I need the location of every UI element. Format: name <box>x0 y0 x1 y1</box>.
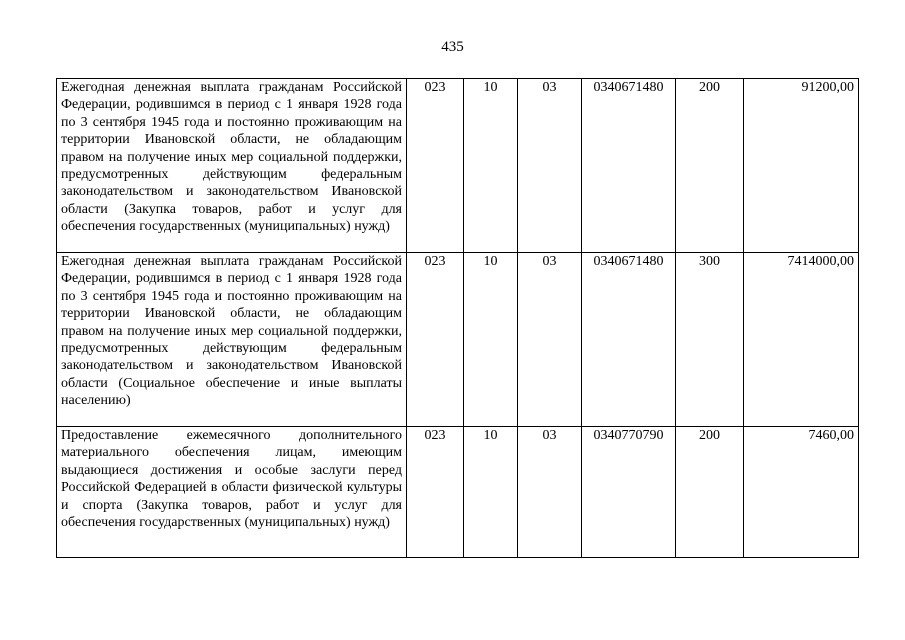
page-number: 435 <box>441 39 464 55</box>
subsection-code-cell: 03 <box>518 79 582 253</box>
amount-cell: 7414000,00 <box>744 253 859 427</box>
target-article-cell: 0340671480 <box>582 79 676 253</box>
section-code-cell: 10 <box>464 253 518 427</box>
subsection-code-cell: 03 <box>518 427 582 558</box>
expense-type-cell: 300 <box>676 253 744 427</box>
table-row <box>57 427 859 558</box>
budget-table <box>56 78 859 558</box>
table-row <box>57 79 859 253</box>
admin-code-cell: 023 <box>407 427 464 558</box>
admin-code-cell: 023 <box>407 79 464 253</box>
target-article-cell: 0340770790 <box>582 427 676 558</box>
subsection-code-cell: 03 <box>518 253 582 427</box>
section-code-cell: 10 <box>464 427 518 558</box>
expense-description: Ежегодная денежная выплата гражданам Российской Федерации, родившимся в период с 1 января 1928 года по 3 сентября 1945 года и постоянно проживающим на территории Ивановской области, не обладающим правом на получение иных мер социальной поддержки, предусмотренных действующим федеральным законодательством и законодательством Ивановской области (Закупка товаров, работ и услуг для обеспечения государственных (муниципальных) нужд) <box>57 79 407 253</box>
expense-type-cell: 200 <box>676 79 744 253</box>
amount-cell: 7460,00 <box>744 427 859 558</box>
expense-type-cell: 200 <box>676 427 744 558</box>
admin-code-cell: 023 <box>407 253 464 427</box>
table-row <box>57 253 859 427</box>
target-article-cell: 0340671480 <box>582 253 676 427</box>
expense-description: Ежегодная денежная выплата гражданам Российской Федерации, родившимся в период с 1 января 1928 года по 3 сентября 1945 года и постоянно проживающим на территории Ивановской области, не обладающим правом на получение иных мер социальной поддержки, предусмотренных действующим федеральным законодательством и законодательством Ивановской области (Социальное обеспечение и иные выплаты населению) <box>57 253 407 427</box>
section-code-cell: 10 <box>464 79 518 253</box>
expense-description: Предоставление ежемесячного дополнительного материального обеспечения лицам, имеющим выдающиеся достижения и особые заслуги перед Российской Федерацией в области физической культуры и спорта (Закупка товаров, работ и услуг для обеспечения государственных (муниципальных) нужд) <box>57 427 407 558</box>
amount-cell: 91200,00 <box>744 79 859 253</box>
